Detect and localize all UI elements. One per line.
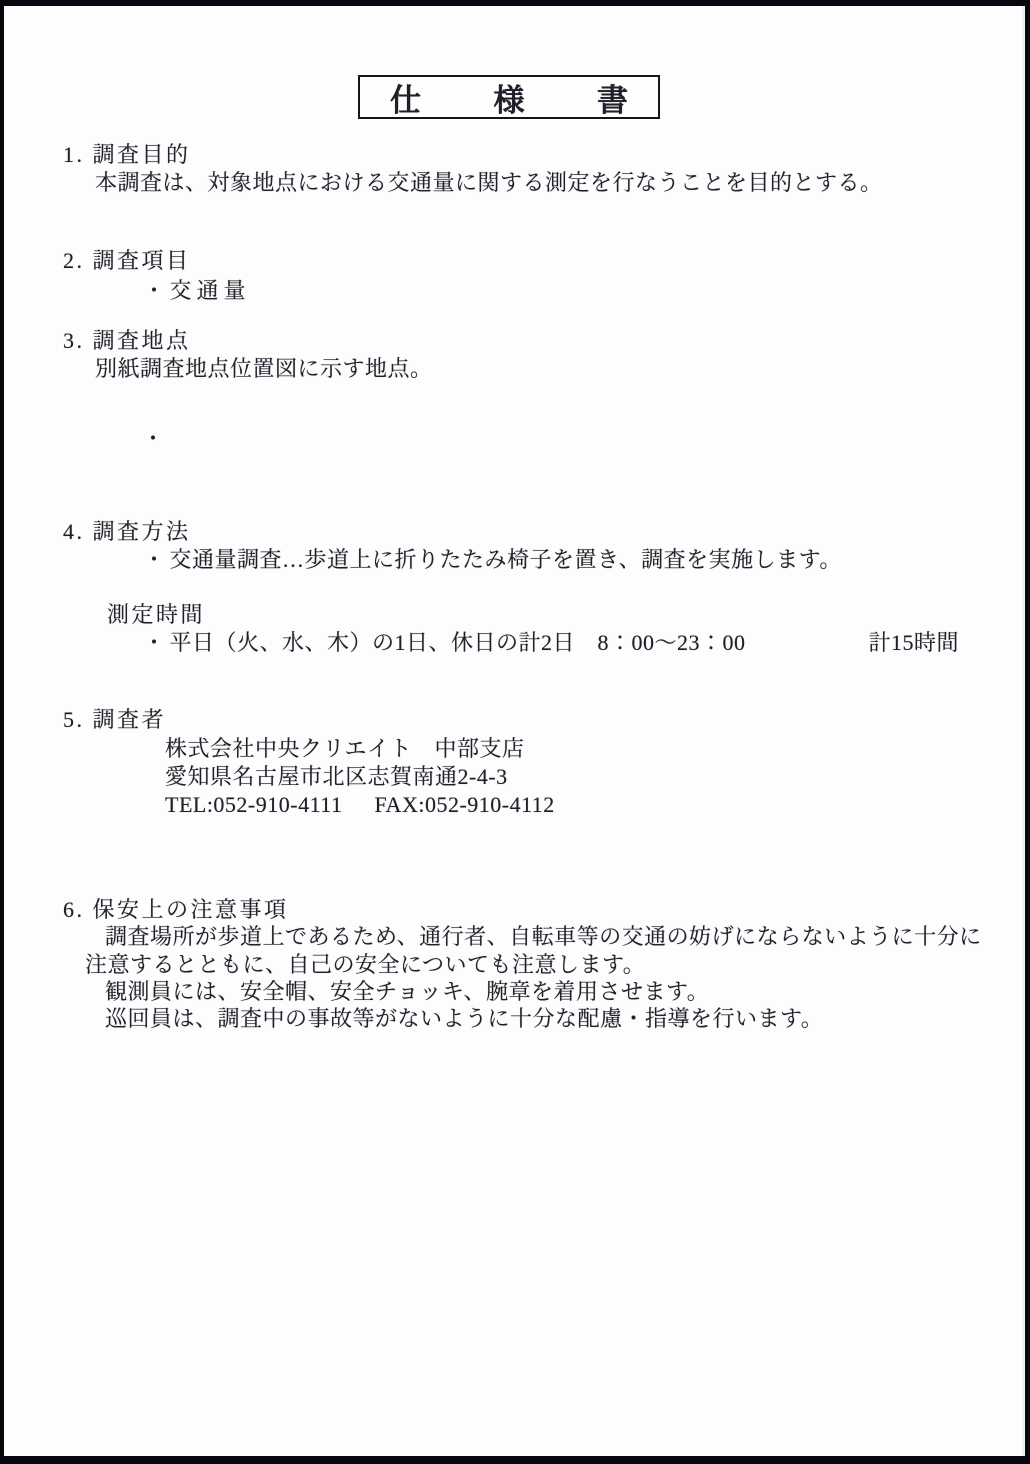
section-4-time-item bbox=[143, 629, 746, 657]
title-char: 仕 bbox=[390, 82, 421, 118]
section-4-time-text: 平日（火、水、木）の1日、休日の計2日 8：00～23：00 bbox=[169, 630, 746, 655]
stray-bullet-marker: ・ bbox=[142, 426, 165, 451]
section-2-list-item bbox=[143, 277, 251, 305]
section-6-line-2: 注意するとともに、自己の安全についても注意します。 bbox=[85, 952, 646, 977]
section-1-body: 本調査は、対象地点における交通量に関する測定を行なうことを目的とする。 bbox=[95, 170, 883, 195]
bullet-marker: ・ bbox=[143, 547, 166, 572]
section-3-body: 別紙調査地点位置図に示す地点。 bbox=[95, 356, 433, 381]
surveyor-fax: FAX:052-910-4112 bbox=[374, 792, 555, 817]
section-4-sub-heading: 測定時間 bbox=[107, 602, 206, 627]
section-4-time-row bbox=[143, 629, 959, 657]
section-6-heading: 6. 保安上の注意事項 bbox=[63, 897, 289, 922]
bullet-marker: ・ bbox=[143, 630, 166, 655]
section-6-line-4: 巡回員は、調査中の事故等がないように十分な配慮・指導を行います。 bbox=[105, 1006, 824, 1031]
title-char: 様 bbox=[493, 82, 525, 118]
section-1-heading: 1. 調査目的 bbox=[63, 142, 191, 167]
section-4-heading: 4. 調査方法 bbox=[63, 519, 191, 544]
section-3-heading: 3. 調査地点 bbox=[63, 328, 191, 353]
section-4-method-text: 交通量調査…歩道上に折りたたみ椅子を置き、調査を実施します。 bbox=[169, 547, 842, 572]
surveyor-tel: TEL:052-910-4111 bbox=[165, 792, 343, 817]
section-4-time-total: 計15時間 bbox=[868, 630, 959, 655]
section-5-heading: 5. 調査者 bbox=[63, 707, 167, 732]
section-2-item-text: 交通量 bbox=[169, 278, 251, 303]
section-4-method-item bbox=[143, 546, 842, 574]
surveyor-address: 愛知県名古屋市北区志賀南通2-4-3 bbox=[165, 764, 508, 789]
section-6-line-1: 調査場所が歩道上であるため、通行者、自転車等の交通の妨げにならないように十分に bbox=[105, 924, 982, 949]
section-2-heading: 2. 調査項目 bbox=[63, 248, 191, 273]
section-6-line-3: 観測員には、安全帽、安全チョッキ、腕章を着用させます。 bbox=[105, 979, 710, 1004]
title-char: 書 bbox=[597, 82, 628, 118]
bullet-marker: ・ bbox=[143, 278, 166, 303]
surveyor-contact-row bbox=[165, 791, 555, 819]
document-title-box bbox=[358, 75, 660, 119]
surveyor-company-name: 株式会社中央クリエイト 中部支店 bbox=[165, 736, 525, 761]
